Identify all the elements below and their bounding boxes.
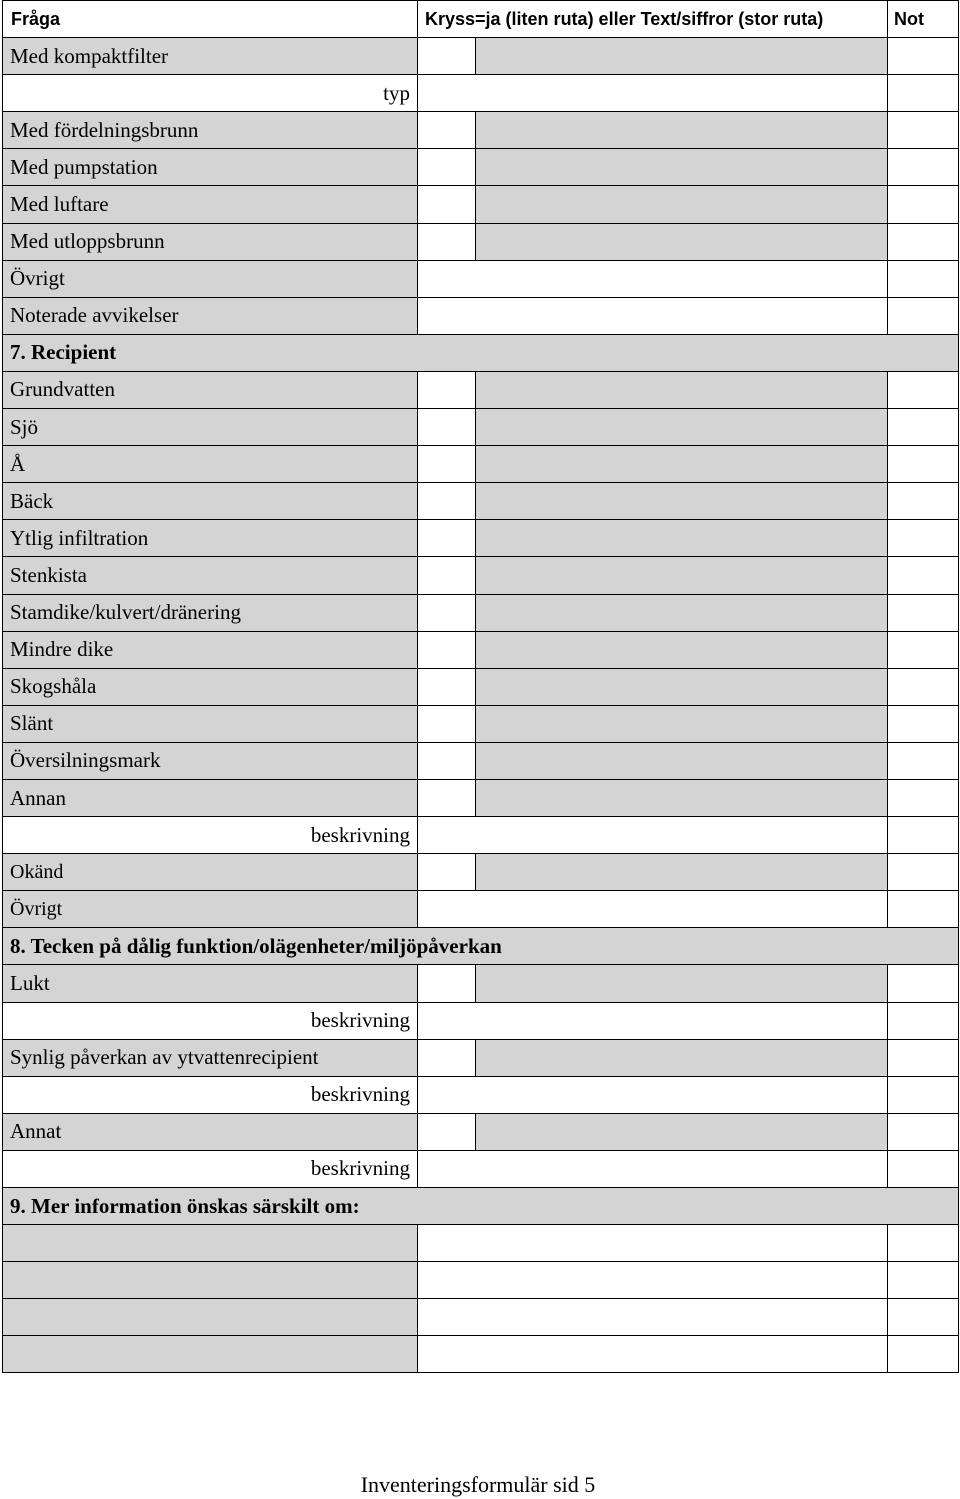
note-field[interactable] [888,1225,959,1262]
question-label: Synlig påverkan av ytvattenrecipient [3,1039,418,1076]
note-field[interactable] [888,1336,959,1373]
text-field[interactable] [418,75,888,112]
question-label: Annat [3,1113,418,1150]
header-question: Fråga [3,1,418,38]
section-heading: 8. Tecken på dålig funktion/olägenheter/miljöpåverkan [3,928,959,965]
question-label: Bäck [3,483,418,520]
note-field[interactable] [888,1002,959,1039]
question-label: Översilningsmark [3,742,418,779]
question-label: Slänt [3,705,418,742]
question-label-empty [3,1336,418,1373]
answer-shaded [476,854,888,891]
section-heading: 9. Mer information önskas särskilt om: [3,1188,959,1225]
answer-shaded [476,223,888,260]
note-field[interactable] [888,891,959,928]
yes-checkbox[interactable] [418,223,476,260]
question-label: Övrigt [3,891,418,928]
text-field[interactable] [418,891,888,928]
yes-checkbox[interactable] [418,779,476,816]
yes-checkbox[interactable] [418,668,476,705]
form-row [3,1113,959,1150]
answer-shaded [476,705,888,742]
form-row [3,1262,959,1299]
note-field[interactable] [888,371,959,408]
text-field[interactable] [418,1262,888,1299]
yes-checkbox[interactable] [418,742,476,779]
question-label: Stenkista [3,557,418,594]
form-row [3,112,959,149]
form-row [3,446,959,483]
form-row [3,1002,959,1039]
yes-checkbox[interactable] [418,965,476,1002]
yes-checkbox[interactable] [418,149,476,186]
note-field[interactable] [888,668,959,705]
text-field[interactable] [418,297,888,334]
sub-label: beskrivning [3,1150,418,1187]
note-field[interactable] [888,483,959,520]
answer-shaded [476,38,888,75]
note-field[interactable] [888,1150,959,1187]
form-row [3,891,959,928]
question-label: Noterade avvikelser [3,297,418,334]
text-field[interactable] [418,1002,888,1039]
form-row [3,594,959,631]
form-row [3,854,959,891]
text-field[interactable] [418,260,888,297]
form-row [3,409,959,446]
question-label-empty [3,1225,418,1262]
answer-shaded [476,1039,888,1076]
answer-shaded [476,631,888,668]
answer-shaded [476,742,888,779]
note-field[interactable] [888,112,959,149]
note-field[interactable] [888,1262,959,1299]
note-field[interactable] [888,631,959,668]
question-label: Okänd [3,854,418,891]
answer-shaded [476,1113,888,1150]
yes-checkbox[interactable] [418,520,476,557]
answer-shaded [476,112,888,149]
question-label-empty [3,1299,418,1336]
yes-checkbox[interactable] [418,1039,476,1076]
note-field[interactable] [888,965,959,1002]
note-field[interactable] [888,1299,959,1336]
note-field[interactable] [888,38,959,75]
question-label: Å [3,446,418,483]
text-field[interactable] [418,1336,888,1373]
text-field[interactable] [418,1299,888,1336]
form-row [3,1076,959,1113]
form-row [3,742,959,779]
text-field[interactable] [418,1076,888,1113]
note-field[interactable] [888,186,959,223]
form-table [2,0,959,1373]
form-row [3,520,959,557]
form-row [3,965,959,1002]
form-row [3,779,959,816]
question-label: Med pumpstation [3,149,418,186]
page-footer: Inventeringsformulär sid 5 [360,1472,596,1497]
yes-checkbox[interactable] [418,483,476,520]
note-field[interactable] [888,779,959,816]
question-label: Stamdike/kulvert/dränering [3,594,418,631]
note-field[interactable] [888,149,959,186]
section-row [3,334,959,371]
form-row [3,668,959,705]
answer-shaded [476,483,888,520]
yes-checkbox[interactable] [418,38,476,75]
yes-checkbox[interactable] [418,854,476,891]
note-field[interactable] [888,1113,959,1150]
question-label: Övrigt [3,260,418,297]
text-field[interactable] [418,817,888,854]
yes-checkbox[interactable] [418,1113,476,1150]
form-row [3,223,959,260]
note-field[interactable] [888,705,959,742]
yes-checkbox[interactable] [418,186,476,223]
note-field[interactable] [888,1039,959,1076]
form-row [3,1336,959,1373]
question-label: Annan [3,779,418,816]
form-row [3,557,959,594]
yes-checkbox[interactable] [418,409,476,446]
yes-checkbox[interactable] [418,557,476,594]
note-field[interactable] [888,297,959,334]
yes-checkbox[interactable] [418,594,476,631]
text-field[interactable] [418,1150,888,1187]
form-row [3,817,959,854]
question-label: Grundvatten [3,371,418,408]
question-label: Skogshåla [3,668,418,705]
answer-shaded [476,668,888,705]
section-heading: 7. Recipient [3,334,959,371]
sub-label: beskrivning [3,1002,418,1039]
answer-shaded [476,557,888,594]
header-answer: Kryss=ja (liten ruta) eller Text/siffror (stor ruta) [418,1,888,38]
form-row [3,483,959,520]
yes-checkbox[interactable] [418,631,476,668]
note-field[interactable] [888,854,959,891]
note-field[interactable] [888,75,959,112]
answer-shaded [476,409,888,446]
question-label: Med kompaktfilter [3,38,418,75]
answer-shaded [476,965,888,1002]
answer-shaded [476,149,888,186]
form-row [3,75,959,112]
note-field[interactable] [888,409,959,446]
note-field[interactable] [888,557,959,594]
yes-checkbox[interactable] [418,446,476,483]
form-row [3,297,959,334]
question-label: Med fördelningsbrunn [3,112,418,149]
note-field[interactable] [888,817,959,854]
form-row [3,260,959,297]
section-row [3,1188,959,1225]
form-row [3,1150,959,1187]
answer-shaded [476,520,888,557]
text-field[interactable] [418,1225,888,1262]
sub-label: typ [3,75,418,112]
note-field[interactable] [888,520,959,557]
form-row [3,1225,959,1262]
question-label: Sjö [3,409,418,446]
answer-shaded [476,446,888,483]
note-field[interactable] [888,594,959,631]
form-row [3,186,959,223]
header-note: Not [888,1,959,38]
question-label: Mindre dike [3,631,418,668]
note-field[interactable] [888,742,959,779]
form-row [3,705,959,742]
answer-shaded [476,371,888,408]
question-label: Lukt [3,965,418,1002]
note-field[interactable] [888,1076,959,1113]
question-label-empty [3,1262,418,1299]
form-row [3,38,959,75]
sub-label: beskrivning [3,817,418,854]
question-label: Ytlig infiltration [3,520,418,557]
inventory-form [2,0,958,1373]
form-row [3,149,959,186]
question-label: Med luftare [3,186,418,223]
yes-checkbox[interactable] [418,705,476,742]
answer-shaded [476,779,888,816]
yes-checkbox[interactable] [418,112,476,149]
answer-shaded [476,594,888,631]
sub-label: beskrivning [3,1076,418,1113]
form-row [3,1039,959,1076]
note-field[interactable] [888,223,959,260]
form-row [3,371,959,408]
form-row [3,631,959,668]
form-row [3,1299,959,1336]
header-row [3,1,959,38]
question-label: Med utloppsbrunn [3,223,418,260]
answer-shaded [476,186,888,223]
note-field[interactable] [888,446,959,483]
yes-checkbox[interactable] [418,371,476,408]
note-field[interactable] [888,260,959,297]
section-row [3,928,959,965]
